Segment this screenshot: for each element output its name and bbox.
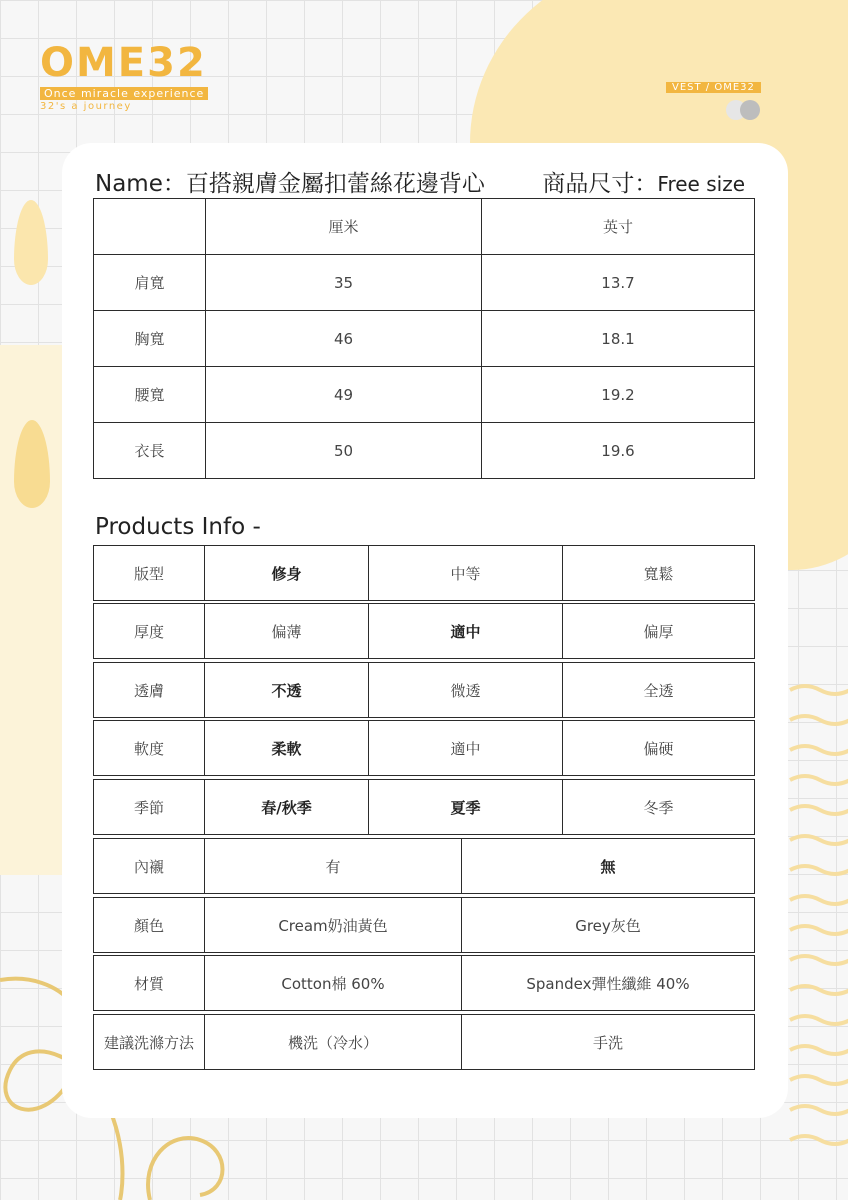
option-cell: Cotton棉 60% [205,956,462,1011]
wave-decoration [780,680,848,1180]
info-row-lining [93,838,755,894]
option-cell: 偏硬 [563,721,755,776]
table-row [94,311,755,367]
info-row-thickness [93,603,755,659]
option-cell: Grey灰色 [462,898,755,953]
row-label: 透膚 [94,663,205,718]
cm-value: 35 [206,255,482,311]
table-row [94,423,755,479]
logo-subtitle: 32's a journey [40,101,132,112]
inch-value: 19.6 [482,423,755,479]
row-label: 材質 [94,956,205,1011]
info-row-material [93,955,755,1011]
info-row-softness [93,720,755,776]
product-header [95,165,755,199]
products-info-title: Products Info - [95,514,261,540]
option-cell: 偏厚 [563,604,755,659]
table-row [94,255,755,311]
cm-value: 49 [206,367,482,423]
size-table [93,198,755,479]
row-label: 衣長 [94,423,206,479]
cm-value: 50 [206,423,482,479]
size-value: Free size [657,172,745,196]
option-cell: 寬鬆 [563,546,755,601]
option-cell: 不透 [205,663,369,718]
option-cell: 柔軟 [205,721,369,776]
brand-logo [40,40,208,113]
option-cell: 適中 [369,721,563,776]
row-label: 腰寬 [94,367,206,423]
row-label: 胸寬 [94,311,206,367]
row-label: 季節 [94,780,205,835]
product-name: Name：百搭親膚金屬扣蕾絲花邊背心 [95,171,485,197]
option-cell: Cream奶油黃色 [205,898,462,953]
option-cell: 微透 [369,663,563,718]
product-size [542,165,745,198]
inch-value: 18.1 [482,311,755,367]
table-row [94,367,755,423]
flame-icon [14,200,48,285]
header-cell: 英寸 [482,199,755,255]
option-cell: 偏薄 [205,604,369,659]
option-cell: 手洗 [462,1015,755,1070]
header-cell: 厘米 [206,199,482,255]
row-label: 厚度 [94,604,205,659]
cm-value: 46 [206,311,482,367]
option-cell: 機洗（冷水） [205,1015,462,1070]
option-cell: 修身 [205,546,369,601]
row-label: 內襯 [94,839,205,894]
option-cell: 有 [205,839,462,894]
option-cell: 全透 [563,663,755,718]
info-row-season [93,779,755,835]
inch-value: 13.7 [482,255,755,311]
table-header-row [94,199,755,255]
dots-icon [726,100,762,120]
category-tag: VEST / OME32 [666,82,761,93]
row-label: 軟度 [94,721,205,776]
info-row-fit [93,545,755,601]
logo-tagline: Once miracle experience [40,87,208,100]
inch-value: 19.2 [482,367,755,423]
info-row-sheerness [93,662,755,718]
option-cell: 適中 [369,604,563,659]
option-cell: 中等 [369,546,563,601]
logo-text: OME32 [40,40,207,86]
row-label: 顏色 [94,898,205,953]
info-row-color [93,897,755,953]
row-label: 版型 [94,546,205,601]
info-row-washing [93,1014,755,1070]
header-cell [94,199,206,255]
option-cell: 夏季 [369,780,563,835]
row-label: 建議洗滌方法 [94,1015,205,1070]
option-cell: 冬季 [563,780,755,835]
size-label: 商品尺寸： [542,171,658,197]
option-cell: 春/秋季 [205,780,369,835]
option-cell: 無 [462,839,755,894]
row-label: 肩寬 [94,255,206,311]
option-cell: Spandex彈性纖維 40% [462,956,755,1011]
